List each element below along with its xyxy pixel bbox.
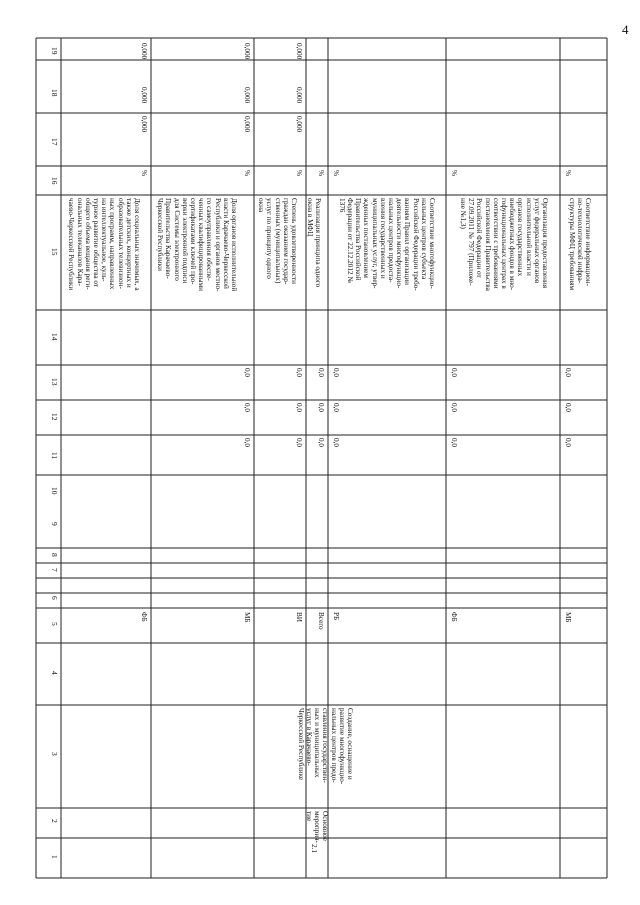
row-a-unit: % [140,170,148,176]
header-col-1: 1 [50,855,59,859]
row-c-v12: 0,0 [295,403,303,412]
header-col-16: 16 [50,177,59,185]
row-b-v19: 0,000 [243,43,251,60]
header-col-11: 11 [50,452,59,460]
header-col-5: 5 [50,622,59,626]
row-d-indicator: Реализация принципа одного окна в МФЦ [305,198,322,288]
header-col-2: 2 [50,819,59,823]
header-col-14: 14 [50,333,59,341]
row-c-v19: 0,000 [295,43,303,60]
row-d-name: Создание, оснащение и развитие многофункцио- нальных центров предо- ставления государствен- ных и муниципальных услуг в Карачаево- Черкесской Республике [296,708,354,785]
row-e-v13: 0,0 [332,368,340,377]
row-g-indicator: Соответствие информацион- но-технологической инфра- структуры МФЦ требованиям [567,198,592,291]
row-b-v17: 0,000 [243,116,251,133]
row-c-v18: 0,000 [295,87,303,104]
row-b-unit: % [243,170,251,176]
header-col-12: 12 [50,413,59,421]
header-col-17: 17 [50,138,59,146]
page-number: 4 [622,22,629,37]
row-d-v11: 0,0 [317,438,325,447]
row-e-v12: 0,0 [332,403,340,412]
row-g-v13: 0,0 [564,368,572,377]
row-c-fund: ВИ [295,612,303,622]
header-col-15: 15 [50,248,59,256]
header-col-7: 7 [50,568,59,572]
header-col-9: 9 [50,522,59,526]
row-f-unit: % [450,170,458,176]
row-e-unit: % [332,170,340,176]
row-c-indicator: Степень удовлетворенности граждан оказанием государ- ственных (муниципальных) услуг по принципу одного окна [257,198,298,285]
row-d-num: 2.1 [310,844,318,853]
row-f-v11: 0,0 [450,438,458,447]
row-a-v18: 0,000 [140,87,148,104]
header-col-3: 3 [50,752,59,756]
row-a-v19: 0,000 [140,43,148,60]
row-f-indicator: Организация предоставления услуг федеральных органов исполнительной власти и органов государственных внебюджетных фондов в мно- гофункциональных центрах в соответствии с требованиями постановления Правительства Российской Федерации от 27.09.2011 № 797 (Приложе- ние №1,3) [458,198,549,291]
row-g-fund: МБ [564,612,572,623]
row-d-v12: 0,0 [317,403,325,412]
header-col-6: 6 [50,596,59,600]
row-a-indicator: Доля социальных значимых, а также детских, концертных и образовательных телевизион- ных программ, направленных на интеллектуальное, куль- турное развитие общества от общего объема вещания реги- ональных телеканалов Кара- чаево-Черкесской Республики [67,198,141,291]
row-d-type: Основное мероприя- тие [304,811,329,843]
row-e-indicator: Соответствие многофункцио- нальных центров субъекта Российской Федерации требо- ваниям Правил организации деятельности многофункцио- нальных центров предоста- вления государственных и муниципальных услуг, утвер- жденных постановлением Правительства Российской Федерации от 22.12.2012 № 1376 [337,198,436,291]
row-f-v12: 0,0 [450,403,458,412]
row-b-v12: 0,0 [243,403,251,412]
header-col-13: 13 [50,378,59,386]
row-c-v11: 0,0 [295,438,303,447]
row-e-fund: РБ [332,612,340,621]
row-e-v11: 0,0 [332,438,340,447]
row-b-v11: 0,0 [243,438,251,447]
row-d-v13: 0,0 [317,368,325,377]
header-col-4: 4 [50,671,59,675]
row-g-unit: % [564,170,572,176]
row-f-v13: 0,0 [450,368,458,377]
row-b-indicator: Доля органов исполнительной власти Карачаево-Черкесской Республики и органов местно- го самоуправления обеспе- ченных квалифицированными сертификатами ключей про- верки электронной подписи для Системы электронного Правительства Карачаево- Черкесской Республики [156,198,238,292]
row-b-fund: МБ [243,612,251,623]
row-a-fund: ФБ [140,612,148,622]
header-col-19: 19 [50,47,59,55]
header-col-10: 10 [50,487,59,495]
row-g-v11: 0,0 [564,438,572,447]
row-a-v17: 0,000 [140,116,148,133]
header-col-8: 8 [50,553,59,557]
row-c-v17: 0,000 [295,116,303,133]
row-c-v13: 0,0 [295,368,303,377]
row-d-unit: % [317,170,325,176]
row-g-v12: 0,0 [564,403,572,412]
row-c-unit: % [295,170,303,176]
row-b-v18: 0,000 [243,87,251,104]
row-b-v13: 0,0 [243,368,251,377]
row-d-fund: Всего [317,612,325,630]
header-col-18: 18 [50,89,59,97]
row-f-fund: ФБ [450,612,458,622]
